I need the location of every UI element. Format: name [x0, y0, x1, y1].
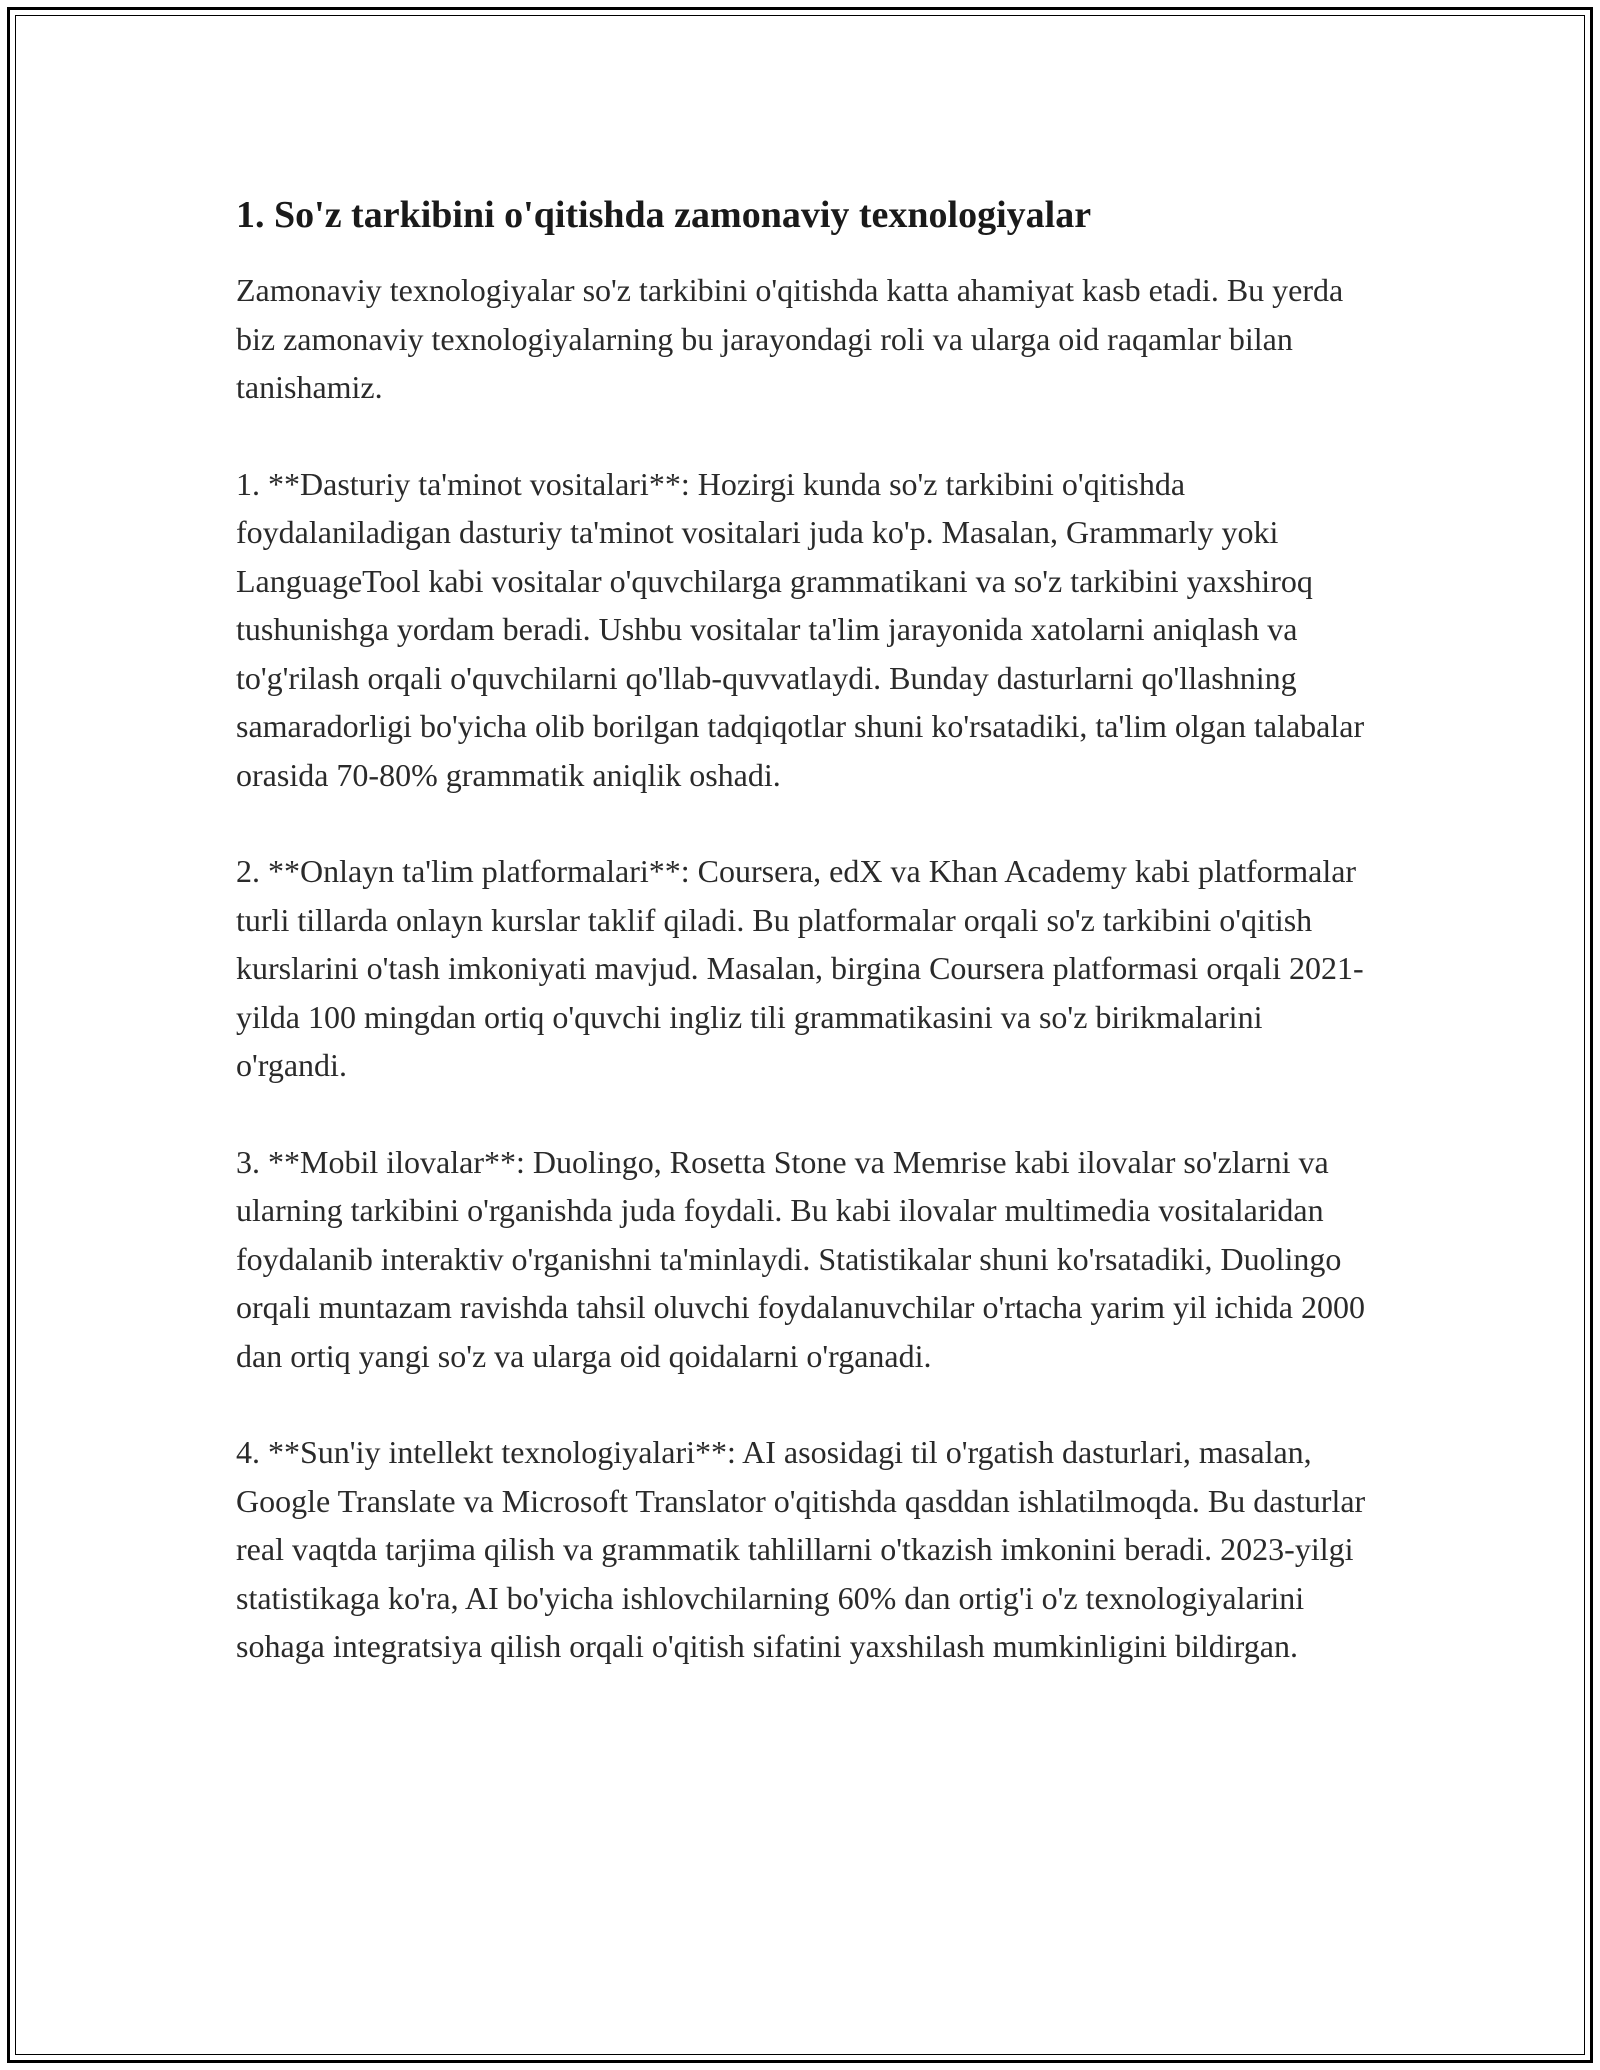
paragraph-online-platforms: 2. **Onlayn ta'lim platformalari**: Coursera, edX va Khan Academy kabi platformalar turli tillarda onlayn kurslar taklif qiladi. Bu platformalar orqali so'z tarkibini o'qitish kurslarini o'tash imkoniyati mavjud. Masalan, birgina Coursera platformasi orqali 2021-yilda 100 mingdan ortiq o'quvchi ingliz tili grammatikasini va so'z birikmalarini o'rgandi.	[236, 853, 1364, 1083]
section-heading: 1. So'z tarkibini o'qitishda zamonaviy texnologiyalar	[236, 194, 1092, 236]
intro-paragraph: Zamonaviy texnologiyalar so'z tarkibini o'qitishda katta ahamiyat kasb etadi. Bu yerda biz zamonaviy texnologiyalarning bu jarayondagi roli va ularga oid raqamlar bilan tanishamiz.	[236, 272, 1344, 405]
document-body	[236, 186, 1376, 1719]
paragraph-software-tools: 1. **Dasturiy ta'minot vositalari**: Hozirgi kunda so'z tarkibini o'qitishda foydalaniladigan dasturiy ta'minot vositalari juda ko'p. Masalan, Grammarly yoki LanguageTool kabi vositalar o'quvchilarga grammatikani va so'z tarkibini yaxshiroq tushunishga yordam beradi. Ushbu vositalar ta'lim jarayonida xatolarni aniqlash va to'g'rilash orqali o'quvchilarni qo'llab-quvvatlaydi. Bunday dasturlarni qo'llashning samaradorligi bo'yicha olib borilgan tadqiqotlar shuni ko'rsatadiki, ta'lim olgan talabalar orasida 70-80% grammatik aniqlik oshadi.	[236, 465, 1365, 793]
paragraph-ai-technologies: 4. **Sun'iy intellekt texnologiyalari**: AI asosidagi til o'rgatish dasturlari, masalan, Google Translate va Microsoft Translator o'qitishda qasddan ishlatilmoqda. Bu dasturlar real vaqtda tarjima qilish va grammatik tahlillarni o'tkazish imkonini beradi. 2023-yilgi statistikaga ko'ra, AI bo'yicha ishlovchilarning 60% dan ortig'i o'z texnologiyalarini sohaga integratsiya qilish orqali o'qitish sifatini yaxshilash mumkinligini bildirgan.	[236, 1434, 1366, 1664]
paragraph-mobile-apps: 3. **Mobil ilovalar**: Duolingo, Rosetta Stone va Memrise kabi ilovalar so'zlarni va ularning tarkibini o'rganishda juda foydali. Bu kabi ilovalar multimedia vositalaridan foydalanib interaktiv o'rganishni ta'minlaydi. Statistikalar shuni ko'rsatadiki, Duolingo orqali muntazam ravishda tahsil oluvchi foydalanuvchilar o'rtacha yarim yil ichida 2000 dan ortiq yangi so'z va ularga oid qoidalarni o'rganadi.	[236, 1143, 1365, 1374]
